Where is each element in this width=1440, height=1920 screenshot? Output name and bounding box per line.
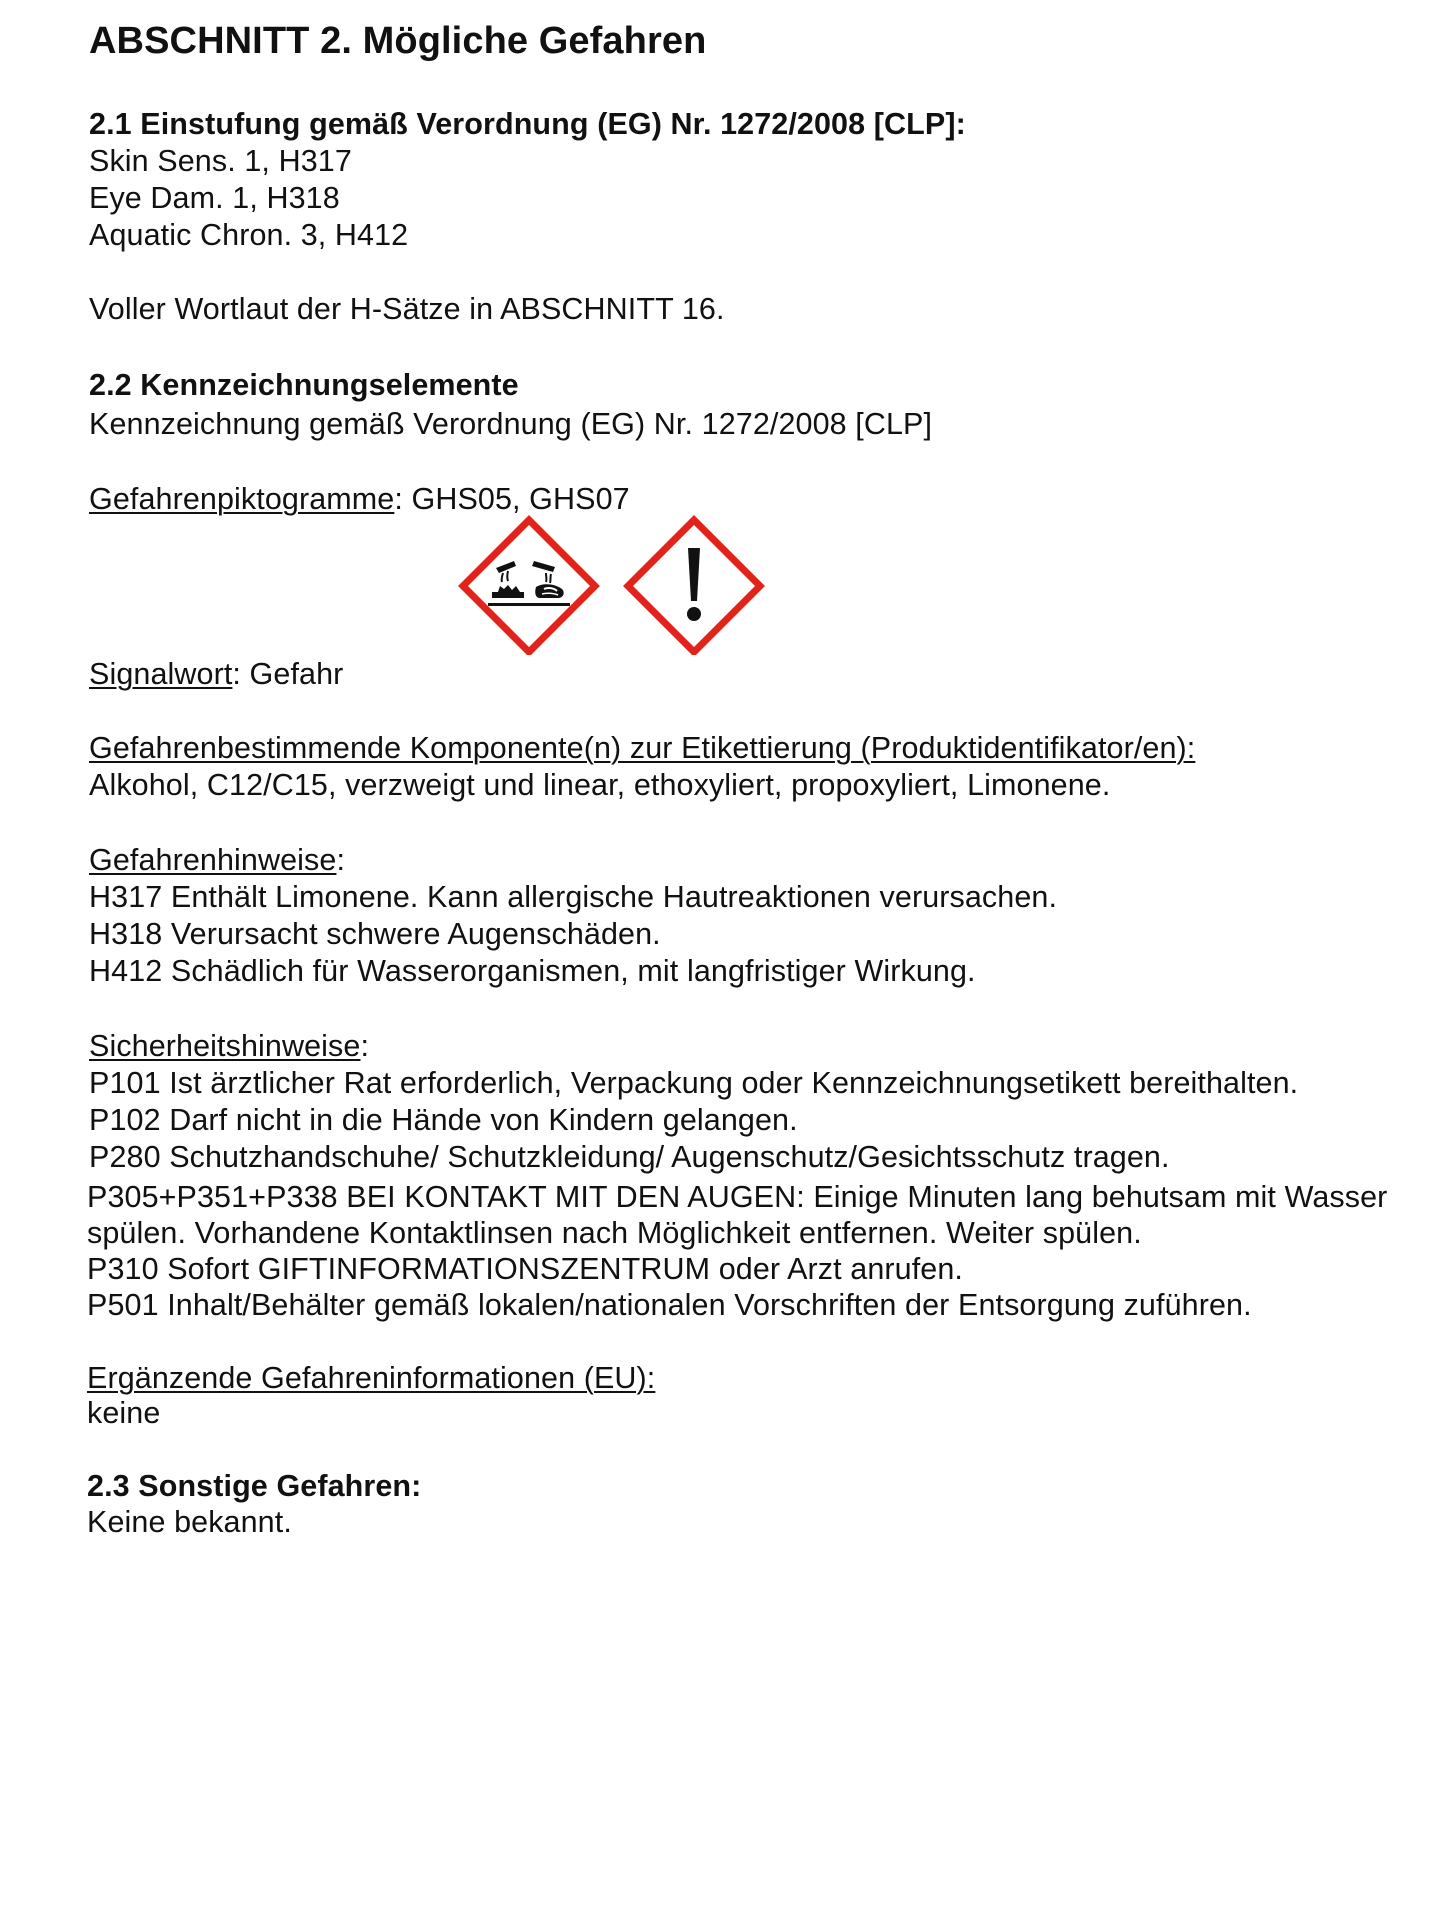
hazard-statements-label-line: Gefahrenhinweise:	[89, 843, 346, 877]
classification-line: Skin Sens. 1, H317	[89, 144, 352, 178]
classification-line: Eye Dam. 1, H318	[89, 181, 340, 215]
precautionary-statements-label: Sicherheitshinweise	[89, 1029, 361, 1063]
signal-word-value: : Gefahr	[232, 657, 344, 691]
supplementary-value: keine	[87, 1396, 161, 1430]
corrosion-pictogram-icon	[463, 520, 595, 652]
hazard-statement: H317 Enthält Limonene. Kann allergische Hautreaktionen verursachen.	[89, 880, 1058, 914]
classification-line: Aquatic Chron. 3, H412	[89, 218, 409, 252]
precautionary-statement: P310 Sofort GIFTINFORMATIONSZENTRUM oder Arzt anrufen.	[87, 1252, 963, 1286]
signal-word-label: Signalwort	[89, 657, 233, 691]
precautionary-statement-continuation: spülen. Vorhandene Kontaktlinsen nach Möglichkeit entfernen. Weiter spülen.	[87, 1216, 1142, 1250]
pictograms-value: : GHS05, GHS07	[394, 482, 630, 516]
precautionary-statements-label-line: Sicherheitshinweise:	[89, 1029, 370, 1063]
exclamation-mark-pictogram-icon	[628, 520, 760, 652]
other-hazards-heading: 2.3 Sonstige Gefahren:	[87, 1469, 422, 1503]
other-hazards-value: Keine bekannt.	[87, 1505, 292, 1539]
h-statements-note: Voller Wortlaut der H-Sätze in ABSCHNITT 16.	[89, 292, 725, 326]
components-value: Alkohol, C12/C15, verzweigt und linear, ethoxyliert, propoxyliert, Limonene.	[89, 768, 1111, 802]
label-elements-subheading: Kennzeichnung gemäß Verordnung (EG) Nr. 1272/2008 [CLP]	[89, 407, 933, 441]
hazard-statement: H412 Schädlich für Wasserorganismen, mit langfristiger Wirkung.	[89, 954, 976, 988]
components-label: Gefahrenbestimmende Komponente(n) zur Etikettierung (Produktidentifikator/en):	[89, 731, 1196, 765]
pictograms-label: Gefahrenpiktogramme	[89, 482, 395, 516]
precautionary-statement: P305+P351+P338 BEI KONTAKT MIT DEN AUGEN: Einige Minuten lang behutsam mit Wasser	[87, 1180, 1388, 1214]
precautionary-statement: P280 Schutzhandschuhe/ Schutzkleidung/ Augenschutz/Gesichtsschutz tragen.	[89, 1140, 1170, 1174]
classification-heading: 2.1 Einstufung gemäß Verordnung (EG) Nr. 1272/2008 [CLP]:	[89, 107, 966, 141]
signal-word-line	[89, 655, 343, 693]
hazard-statements-label: Gefahrenhinweise	[89, 843, 337, 877]
label-elements-heading: 2.2 Kennzeichnungselemente	[89, 368, 519, 402]
precautionary-statement: P101 Ist ärztlicher Rat erforderlich, Verpackung oder Kennzeichnungsetikett bereithalten.	[89, 1066, 1299, 1100]
supplementary-label: Ergänzende Gefahreninformationen (EU):	[87, 1361, 656, 1395]
precautionary-statement: P501 Inhalt/Behälter gemäß lokalen/nationalen Vorschriften der Entsorgung zuführen.	[87, 1288, 1252, 1322]
hazard-statement: H318 Verursacht schwere Augenschäden.	[89, 917, 661, 951]
pictograms-line	[89, 480, 630, 518]
pictogram-group	[458, 515, 778, 655]
section-title: ABSCHNITT 2. Mögliche Gefahren	[89, 20, 707, 62]
precautionary-statement: P102 Darf nicht in die Hände von Kindern gelangen.	[89, 1103, 798, 1137]
